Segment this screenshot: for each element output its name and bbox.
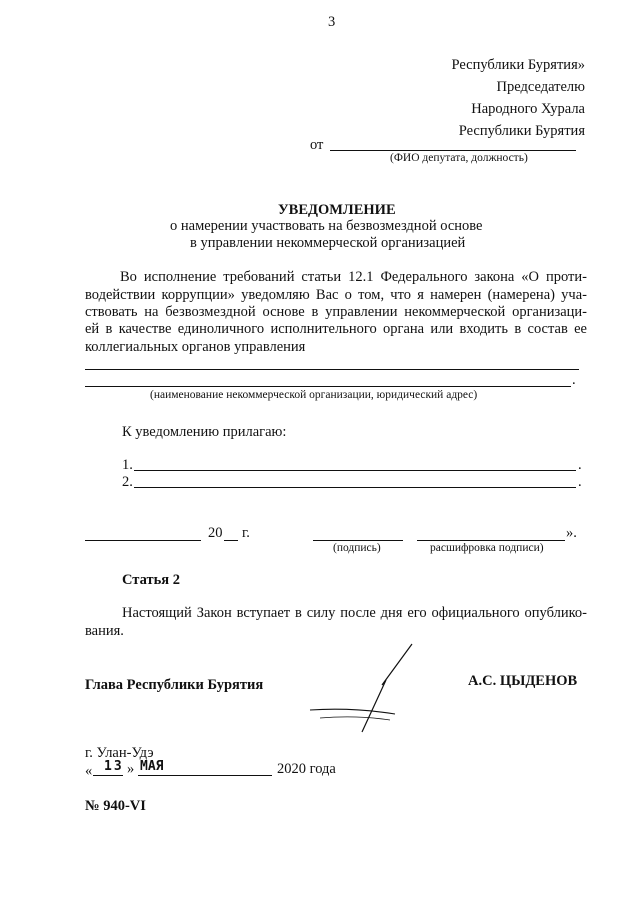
addressee-line-2: Председателю: [496, 79, 585, 95]
law-number: № 940-VI: [85, 798, 146, 814]
addressee-line-1: Республики Бурятия»: [451, 57, 585, 73]
from-line: [330, 150, 576, 151]
paragraph-line-5: коллегиальных органов управления: [85, 339, 306, 355]
attach-item-2-line: [134, 487, 576, 488]
head-title: Глава Республики Бурятия: [85, 677, 264, 693]
date-month-line: [138, 775, 272, 776]
notice-subtitle-2: в управлении некоммерческой организацией: [190, 235, 466, 251]
org-line-end: .: [572, 372, 576, 388]
date-open-quote: «: [85, 763, 93, 779]
year-line: [224, 540, 238, 541]
close-quote: ».: [566, 525, 577, 541]
notice-subtitle-1: о намерении участвовать на безвозмездной основе: [170, 218, 483, 234]
article-text-line-2: вания.: [85, 623, 124, 639]
attach-label: К уведомлению прилагаю:: [122, 424, 287, 440]
date-line: [85, 540, 201, 541]
addressee-line-3: Народного Хурала: [471, 101, 585, 117]
article-text-line-1: Настоящий Закон вступает в силу после дня его официального опублико-: [122, 605, 587, 621]
signature-line: [313, 540, 403, 541]
date-month: МАЯ: [140, 759, 164, 774]
paragraph-line-4: ей в качестве единоличного исполнительного органа или входить в состав ее: [85, 321, 587, 337]
decode-caption: расшифровка подписи): [430, 542, 544, 554]
from-label: от: [310, 137, 324, 153]
paragraph-line-2: водействии коррупции» уведомляю Вас о том, что я намерен (намерена) уча-: [85, 287, 587, 303]
handwritten-signature: [300, 640, 430, 740]
year-suffix: г.: [242, 525, 250, 541]
attach-item-2: 2.: [122, 474, 133, 490]
decode-line: [417, 540, 565, 541]
attach-item-2-end: .: [578, 474, 582, 490]
year-prefix: 20: [208, 525, 223, 541]
city: г. Улан-Удэ: [85, 745, 154, 761]
date-year: 2020 года: [277, 761, 336, 777]
org-line-1: [85, 369, 579, 370]
page-number: 3: [328, 14, 336, 30]
org-caption: (наименование некоммерческой организации, юридический адрес): [150, 389, 478, 401]
addressee-line-4: Республики Бурятия: [458, 123, 585, 139]
date-close-quote: »: [127, 761, 135, 777]
article-title: Статья 2: [122, 572, 180, 588]
org-line-2: [85, 386, 571, 387]
date-day-line: [93, 775, 123, 776]
attach-item-1-line: [134, 470, 576, 471]
notice-title: УВЕДОМЛЕНИЕ: [278, 202, 396, 218]
paragraph-line-1: Во исполнение требований статьи 12.1 Федерального закона «О проти-: [120, 269, 587, 285]
head-name: А.С. ЦЫДЕНОВ: [468, 673, 578, 689]
from-caption: (ФИО депутата, должность): [390, 152, 528, 164]
date-day: 13: [104, 759, 124, 774]
signature-caption: (подпись): [333, 542, 381, 554]
attach-item-1: 1.: [122, 457, 133, 473]
paragraph-line-3: ствовать на безвозмездной основе в управлении некоммерческой организаци-: [85, 304, 587, 320]
attach-item-1-end: .: [578, 457, 582, 473]
